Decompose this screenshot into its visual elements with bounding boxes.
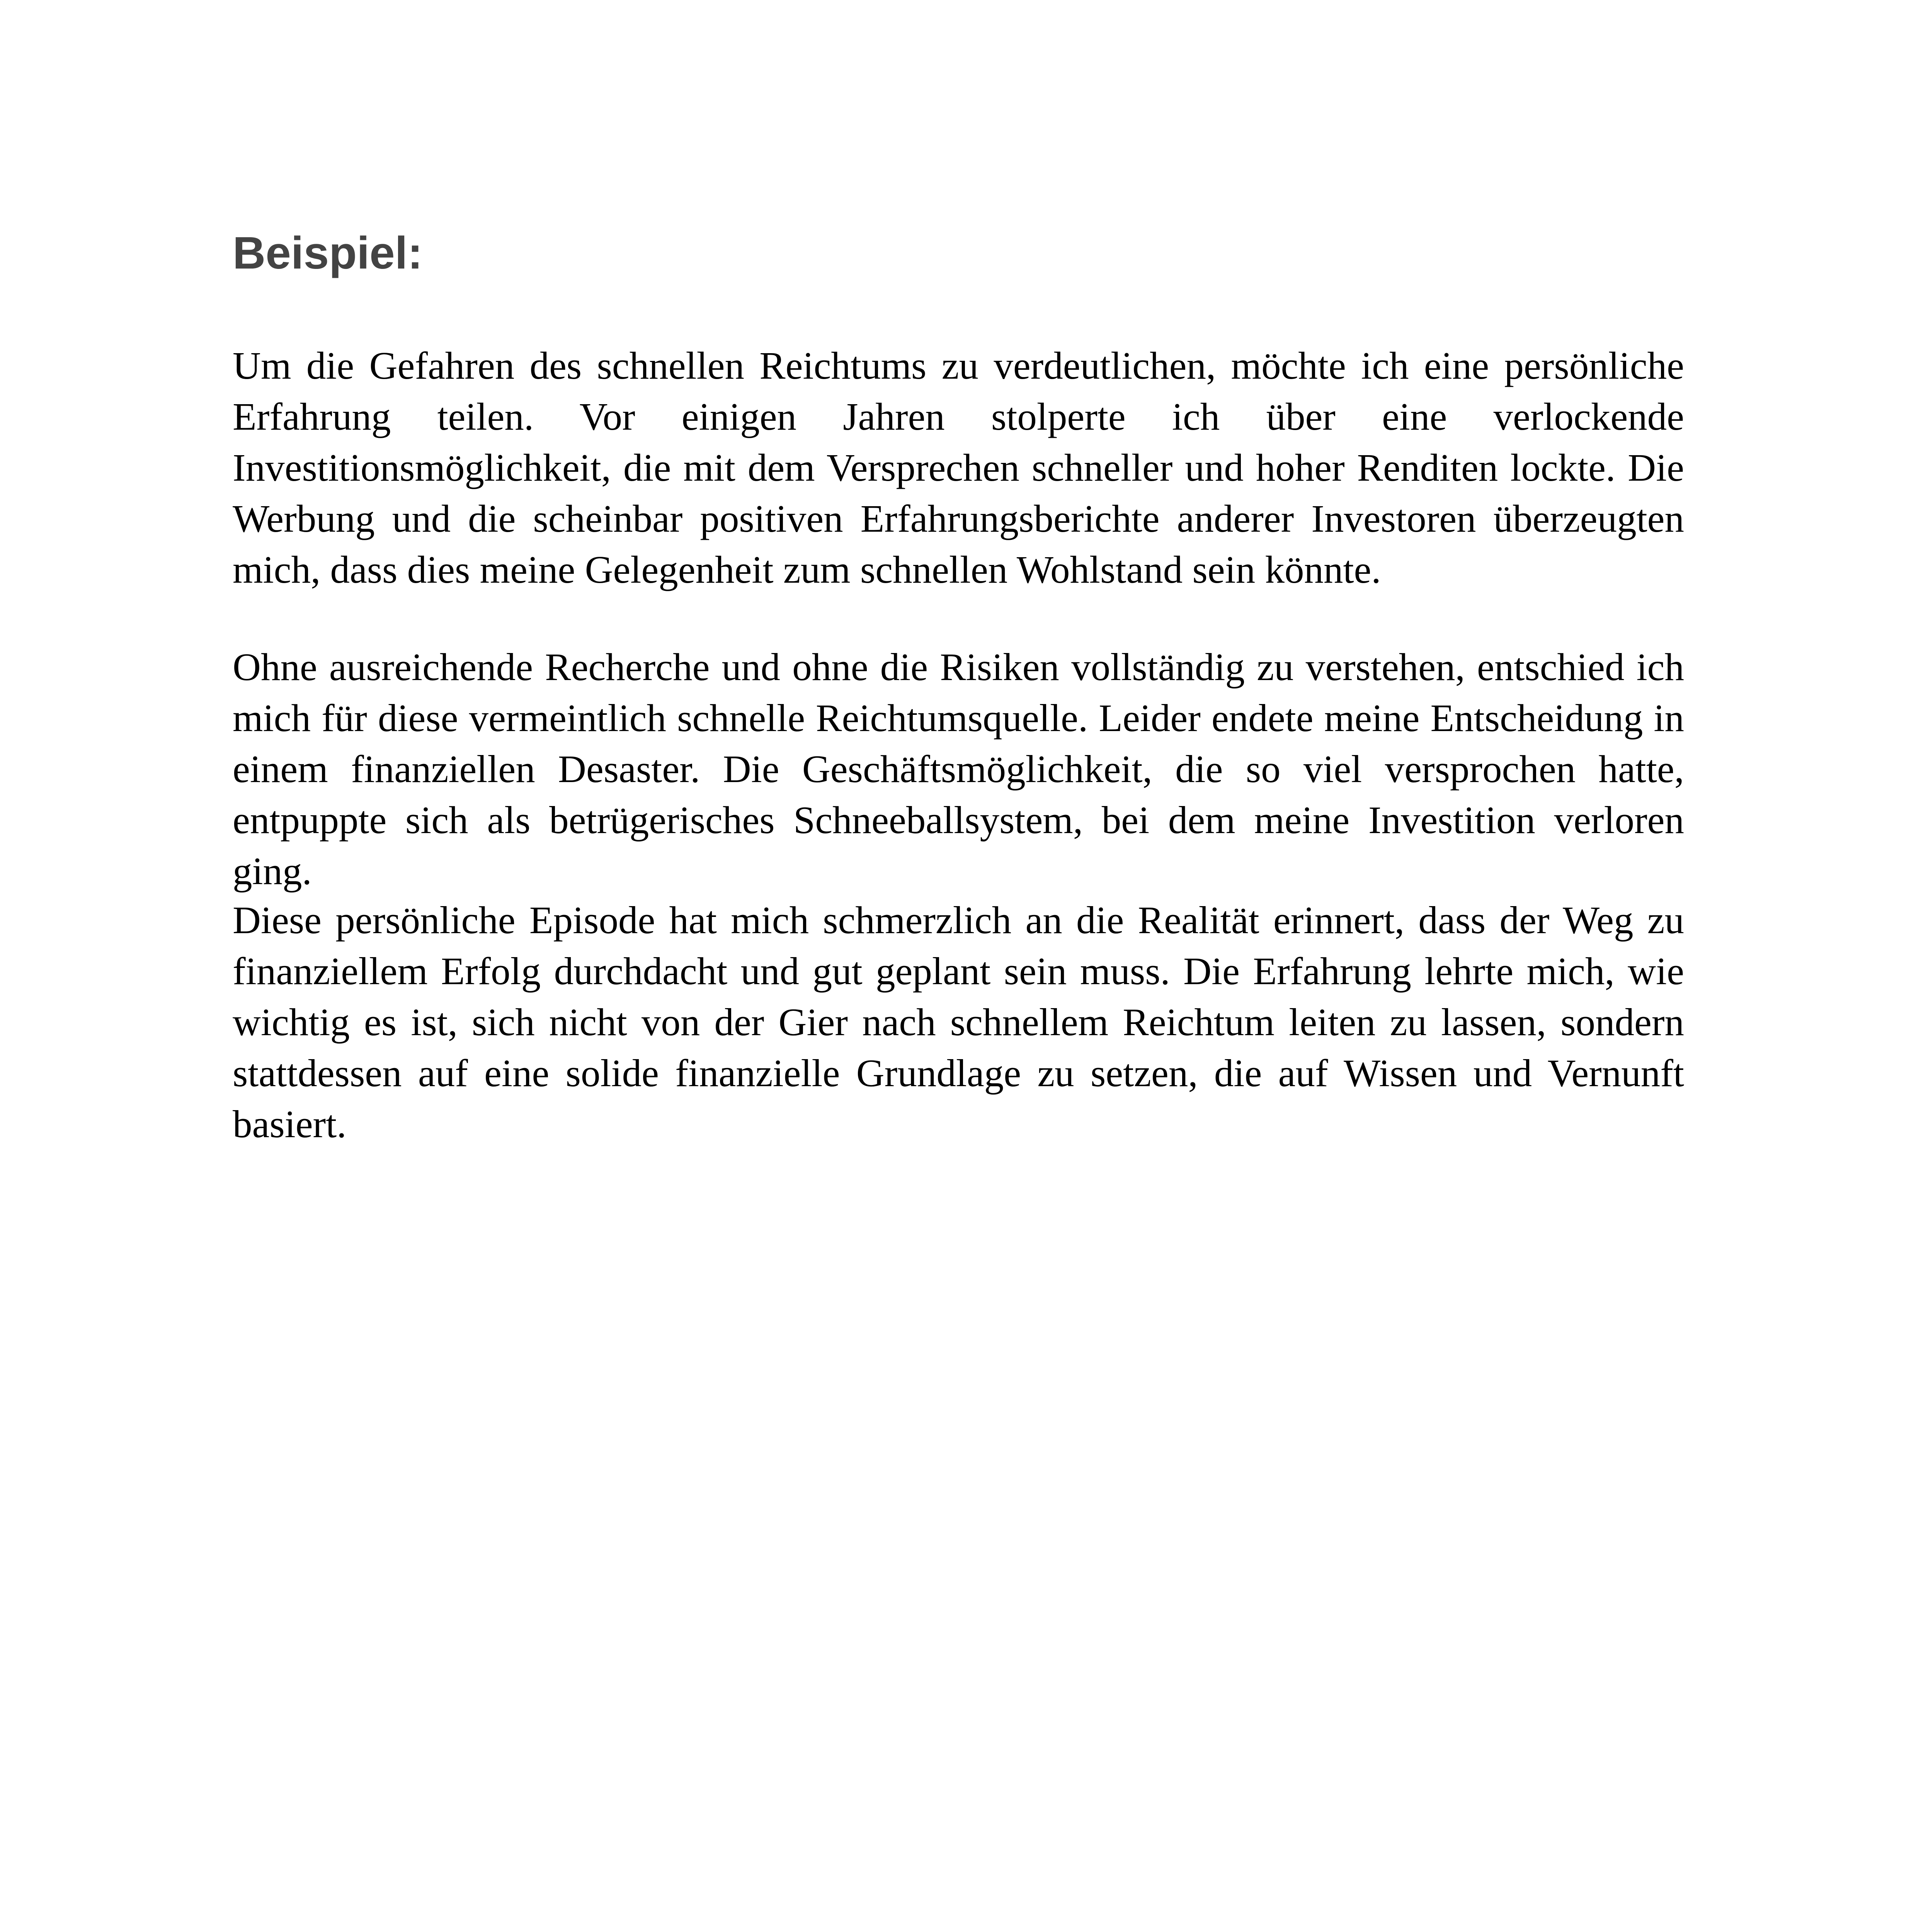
example-paragraph: Diese persönliche Episode hat mich schmerzlich an die Realität erinnert, dass der Weg zu finanziellem Erfolg durchdacht und gut geplant sein muss. Die Erfahrung lehrte mich, wie wichtig es ist, sich nicht von der Gier nach schnellem Reichtum leiten zu lassen, sondern stattdessen auf eine solide finanzielle Grundlage zu setzen, die auf Wissen und Vernunft basiert.	[233, 898, 1684, 1146]
example-paragraph: Um die Gefahren des schnellen Reichtums zu verdeutlichen, möchte ich eine persönliche Erfahrung teilen. Vor einigen Jahren stolperte ich über eine verlockende Investitionsmöglichkeit, die mit dem Versprechen schneller und hoher Renditen lockte. Die Werbung und die scheinbar positiven Erfahrungsberichte anderer Investoren überzeugten mich, dass dies meine Gelegenheit zum schnellen Wohlstand sein könnte.	[233, 344, 1684, 591]
example-heading: Beispiel:	[233, 228, 423, 279]
example-paragraph: Ohne ausreichende Recherche und ohne die Risiken vollständig zu verstehen, entschied ich mich für diese vermeintlich schnelle Reichtumsquelle. Leider endete meine Entscheidung in einem finanziellen Desaster. Die Geschäftsmöglichkeit, die so viel versprochen hatte, entpuppte sich als betrügerisches Schneeballsystem, bei dem meine Investition verloren ging.	[233, 645, 1684, 893]
